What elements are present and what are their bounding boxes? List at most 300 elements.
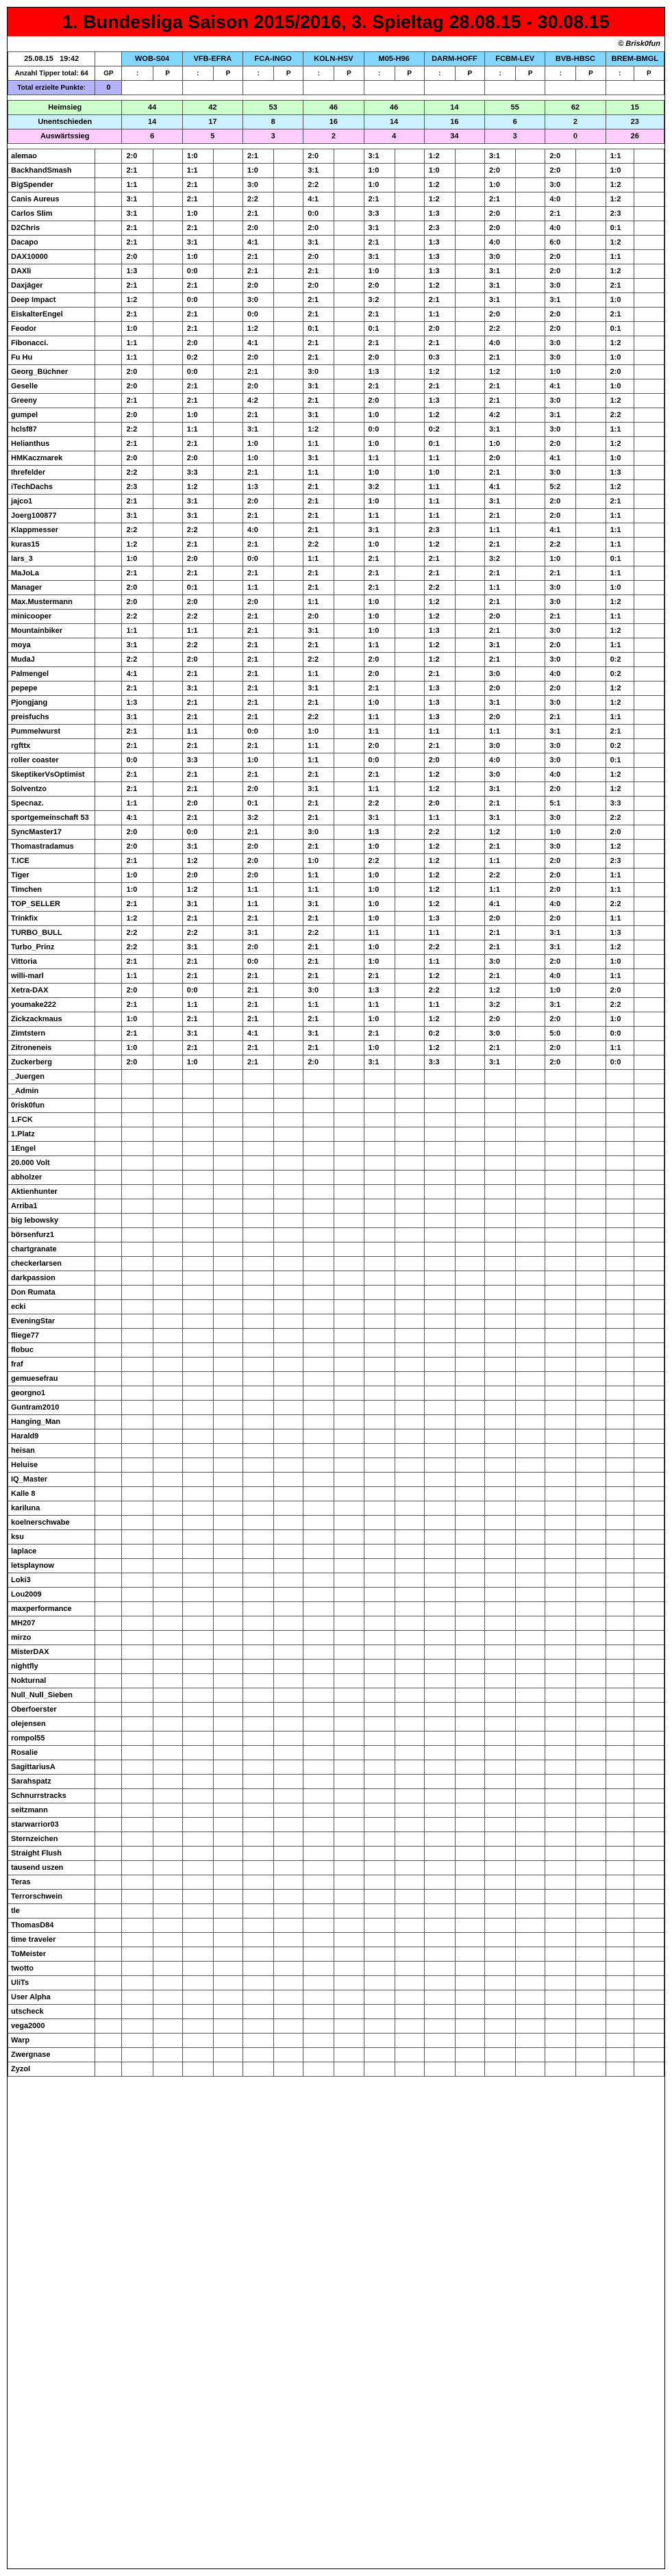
tipper-name: Fu Hu (8, 351, 95, 365)
tipp-points (153, 1257, 182, 1271)
tipp-value: 2:0 (243, 221, 274, 236)
tipp-points (634, 1271, 664, 1286)
tipp-points (334, 1545, 364, 1559)
tipp-points (334, 1918, 364, 1933)
tipp-points (395, 739, 424, 753)
tipp-value (424, 1199, 455, 1214)
tipp-value (243, 1300, 274, 1314)
tipp-value (303, 1401, 334, 1415)
tipp-value (364, 1588, 395, 1602)
tipp-value: 2:1 (364, 236, 395, 250)
tipp-value: 2:0 (606, 984, 634, 998)
tipper-name: Lou2009 (8, 1588, 95, 1602)
tipp-points (576, 1501, 606, 1516)
tipp-points (634, 1228, 664, 1242)
points-label-3: P (334, 66, 364, 81)
tipp-points (274, 969, 303, 984)
tipp-value (545, 1616, 576, 1631)
tipp-value: 2:2 (122, 926, 153, 940)
tipper-gp (95, 1127, 122, 1142)
unentschieden-count-4: 14 (364, 115, 424, 129)
heimsieg-count-4: 46 (364, 101, 424, 115)
tipp-points (213, 1012, 242, 1027)
tipp-points (576, 1847, 606, 1861)
tipp-points (153, 236, 182, 250)
tipp-points (274, 1530, 303, 1545)
tipp-points (213, 595, 242, 610)
tipp-points (576, 1818, 606, 1832)
tipp-value (243, 1847, 274, 1861)
table-row (8, 610, 664, 624)
tipp-value: 2:0 (545, 322, 576, 336)
tipp-points (516, 955, 545, 969)
tipp-points (334, 1573, 364, 1588)
tipp-points (455, 1616, 484, 1631)
tipp-points (153, 1415, 182, 1429)
tipp-value: 1:3 (606, 466, 634, 480)
tipper-name: Zyzol (8, 2062, 95, 2077)
tipp-points (455, 1703, 484, 1717)
tipp-points (516, 423, 545, 437)
tipper-gp (95, 1084, 122, 1099)
tipp-value: 2:1 (243, 912, 274, 926)
tipp-value (545, 1660, 576, 1674)
tipper-gp (95, 1703, 122, 1717)
tipp-value: 2:1 (303, 1012, 334, 1027)
tipp-value (303, 1099, 334, 1113)
tipp-value (485, 1429, 516, 1444)
tipp-points (395, 811, 424, 825)
tipp-value: 1:2 (424, 897, 455, 912)
tipper-gp (95, 480, 122, 495)
tipp-value: 1:1 (485, 523, 516, 538)
tipp-value (122, 1401, 153, 1415)
tipp-value (606, 1372, 634, 1386)
tipp-value (182, 1516, 213, 1530)
tipp-points (334, 178, 364, 192)
tipp-value (485, 1286, 516, 1300)
tipp-value (122, 1616, 153, 1631)
tipp-value (545, 1847, 576, 1861)
tipp-points (516, 1645, 545, 1660)
tipp-value (182, 1415, 213, 1429)
tipp-value: 3:1 (485, 638, 516, 653)
tipp-value: 2:0 (485, 221, 516, 236)
tipp-value (122, 2005, 153, 2019)
tipp-value (182, 1703, 213, 1717)
tipp-points (455, 2005, 484, 2019)
tipp-points (213, 1501, 242, 1516)
tipp-value: 1:1 (303, 667, 334, 681)
table-row (8, 739, 664, 753)
tipp-value (122, 1573, 153, 1588)
table-row (8, 1185, 664, 1199)
tipp-points (334, 1012, 364, 1027)
heimsieg-count-6: 55 (485, 101, 545, 115)
tipper-name: Don Rumata (8, 1286, 95, 1300)
tipp-points (274, 1372, 303, 1386)
tipp-value (545, 1731, 576, 1746)
tipp-value (243, 1171, 274, 1185)
tipp-value (303, 1142, 334, 1156)
tipp-value (606, 1516, 634, 1530)
tipp-points (576, 969, 606, 984)
tipp-value (364, 1545, 395, 1559)
tipp-points (274, 1703, 303, 1717)
tipp-points (153, 1933, 182, 1947)
tipp-points (634, 1660, 664, 1674)
tipp-points (455, 840, 484, 854)
tipp-points (395, 2005, 424, 2019)
tipp-value: 0:2 (424, 1027, 455, 1041)
tipp-value: 2:1 (243, 149, 274, 164)
tipp-value: 1:2 (606, 696, 634, 710)
tipp-points (634, 365, 664, 379)
tipp-value: 0:1 (606, 552, 634, 566)
tipp-points (153, 2034, 182, 2048)
tipp-value (364, 1832, 395, 1847)
table-row (8, 1171, 664, 1185)
tipp-value: 2:0 (485, 912, 516, 926)
tipp-points (516, 1329, 545, 1343)
tipp-points (334, 595, 364, 610)
tipp-value (303, 1660, 334, 1674)
tipp-value: 2:0 (545, 308, 576, 322)
tipp-value (424, 1242, 455, 1257)
tipp-value (303, 2005, 334, 2019)
tipp-value (606, 2005, 634, 2019)
tipp-points (213, 969, 242, 984)
tipp-points (634, 408, 664, 423)
tipp-value (122, 1746, 153, 1760)
tipp-points (576, 379, 606, 394)
match-code-1: VFB-EFRA (182, 52, 242, 66)
tipp-value: 1:0 (485, 178, 516, 192)
tipp-points (334, 739, 364, 753)
tipp-value: 2:0 (122, 408, 153, 423)
table-row (8, 1760, 664, 1775)
tipp-points (334, 423, 364, 437)
tipp-value (364, 1890, 395, 1904)
tipp-value: 1:0 (122, 552, 153, 566)
tipp-points (213, 322, 242, 336)
tipper-name: gemuesefrau (8, 1372, 95, 1386)
tipper-gp (95, 1545, 122, 1559)
tipp-value: 3:1 (545, 926, 576, 940)
tipp-value: 1:2 (606, 394, 634, 408)
tipp-value (485, 1300, 516, 1314)
tipp-value: 2:1 (122, 955, 153, 969)
tipper-name: SyncMaster17 (8, 825, 95, 840)
tipp-value: 1:1 (122, 624, 153, 638)
tipp-value: 2:1 (182, 379, 213, 394)
tipp-points (334, 437, 364, 451)
tipp-value (122, 1990, 153, 2005)
tipper-gp (95, 1214, 122, 1228)
tipp-points (455, 1401, 484, 1415)
tipp-points (213, 610, 242, 624)
tipp-points (395, 1660, 424, 1674)
tipp-points (213, 1473, 242, 1487)
tipp-value: 3:0 (303, 984, 334, 998)
tipp-points (576, 667, 606, 681)
tipp-points (516, 1760, 545, 1775)
tipp-points (576, 825, 606, 840)
tipp-points (213, 998, 242, 1012)
tipp-points (395, 1242, 424, 1257)
tipp-value (606, 1573, 634, 1588)
table-row (8, 566, 664, 581)
tipper-gp (95, 1242, 122, 1257)
tipper-gp (95, 667, 122, 681)
tipp-value (606, 1171, 634, 1185)
tipp-points (634, 1055, 664, 1070)
tipp-value: 1:1 (364, 782, 395, 797)
tipp-points (576, 811, 606, 825)
tipp-value (485, 1976, 516, 1990)
tipp-value: 0:1 (606, 322, 634, 336)
tipp-value (243, 1444, 274, 1458)
tipp-points (274, 1588, 303, 1602)
tipp-value (243, 1286, 274, 1300)
tipp-points (634, 638, 664, 653)
tipp-points (516, 1055, 545, 1070)
tipp-points (153, 1214, 182, 1228)
tipp-value (243, 1990, 274, 2005)
score-colon-6: : (485, 66, 516, 81)
tipper-rows (8, 149, 664, 2077)
tipp-points (516, 725, 545, 739)
tipp-value (303, 1473, 334, 1487)
tipp-value: 2:1 (243, 264, 274, 279)
tipp-points (576, 293, 606, 308)
table-row (8, 164, 664, 178)
tipp-points (395, 1314, 424, 1329)
tipp-points (334, 1372, 364, 1386)
tipp-points (213, 1127, 242, 1142)
tipper-gp (95, 1386, 122, 1401)
tipp-points (153, 1545, 182, 1559)
tipp-value: 2:0 (485, 207, 516, 221)
table-row (8, 1473, 664, 1487)
tipp-value (182, 1127, 213, 1142)
tipp-value: 2:0 (243, 351, 274, 365)
tipp-value (424, 1099, 455, 1113)
tipp-points (576, 451, 606, 466)
tipp-value: 2:1 (182, 811, 213, 825)
tipp-points (634, 753, 664, 768)
tipp-value: 3:1 (364, 149, 395, 164)
tipp-value: 3:1 (122, 207, 153, 221)
tipp-value (606, 1314, 634, 1329)
tipp-points (634, 667, 664, 681)
tipp-value (424, 1401, 455, 1415)
tipp-value: 1:2 (606, 624, 634, 638)
tipp-value (424, 1084, 455, 1099)
tipp-points (334, 883, 364, 897)
tipp-value: 3:1 (485, 782, 516, 797)
tipp-value (182, 1171, 213, 1185)
tipper-name: ThomasD84 (8, 1918, 95, 1933)
tipp-value (122, 1501, 153, 1516)
tipp-points (395, 451, 424, 466)
tipp-value: 1:0 (364, 164, 395, 178)
tipp-points (153, 1156, 182, 1171)
tipp-points (395, 638, 424, 653)
tipp-points (213, 1861, 242, 1875)
tipp-points (576, 998, 606, 1012)
tipp-value (303, 1185, 334, 1199)
tipp-points (516, 1731, 545, 1746)
tipp-points (334, 667, 364, 681)
tipp-points (395, 1372, 424, 1386)
tipp-value: 4:1 (243, 1027, 274, 1041)
tipp-value (122, 1372, 153, 1386)
tipp-value: 2:1 (364, 969, 395, 984)
tipp-value: 2:1 (243, 1041, 274, 1055)
tipp-value: 3:0 (545, 840, 576, 854)
tipp-value: 1:0 (364, 495, 395, 509)
tipp-value: 3:1 (303, 681, 334, 696)
tipp-points (634, 1731, 664, 1746)
tipp-points (395, 1990, 424, 2005)
tipp-value: 1:2 (424, 653, 455, 667)
table-row (8, 1358, 664, 1372)
tipp-value (122, 1875, 153, 1890)
total-blank-0 (122, 81, 182, 95)
tipp-value: 3:1 (182, 509, 213, 523)
tipper-name: Loki3 (8, 1573, 95, 1588)
tipp-points (274, 984, 303, 998)
tipp-points (153, 1516, 182, 1530)
tipp-value: 1:0 (364, 883, 395, 897)
tipp-points (576, 581, 606, 595)
tipp-points (395, 1257, 424, 1271)
tipp-value: 2:1 (182, 192, 213, 207)
tipper-name: 20.000 Volt (8, 1156, 95, 1171)
tipp-value (606, 1789, 634, 1803)
tipper-name: Deep Impact (8, 293, 95, 308)
tipp-points (213, 1703, 242, 1717)
tipp-points (395, 725, 424, 739)
tipp-value (243, 1789, 274, 1803)
tipp-points (455, 149, 484, 164)
tipper-name: hclsf87 (8, 423, 95, 437)
auswaertssieg-label: Auswärtssieg (8, 129, 122, 144)
tipper-name: Zwergnase (8, 2048, 95, 2062)
tipp-value: 2:2 (606, 811, 634, 825)
tipper-gp (95, 279, 122, 293)
tipp-points (634, 1070, 664, 1084)
tipp-points (153, 1142, 182, 1156)
tipper-gp (95, 1516, 122, 1530)
tipp-value: 1:2 (182, 480, 213, 495)
tipp-points (213, 2005, 242, 2019)
tipp-value: 2:0 (243, 495, 274, 509)
tipp-points (455, 1631, 484, 1645)
tipp-value: 1:0 (364, 610, 395, 624)
tipp-table (8, 51, 664, 2077)
tipp-points (213, 1099, 242, 1113)
tipp-points (213, 1401, 242, 1415)
table-row (8, 1271, 664, 1286)
tipp-value (545, 1501, 576, 1516)
tipp-value: 1:0 (122, 322, 153, 336)
tipp-points (455, 710, 484, 725)
tipp-value (424, 1947, 455, 1962)
tipp-value: 6:0 (545, 236, 576, 250)
tipp-value: 1:0 (364, 696, 395, 710)
tipp-points (274, 1329, 303, 1343)
tipp-points (576, 1516, 606, 1530)
tipp-value: 2:1 (182, 969, 213, 984)
tipp-value (122, 1530, 153, 1545)
tipp-value (364, 1645, 395, 1660)
tipp-value (122, 1688, 153, 1703)
tipper-name: ecki (8, 1300, 95, 1314)
tipp-value (545, 1358, 576, 1372)
score-colon-8: : (606, 66, 634, 81)
tipp-value (122, 1631, 153, 1645)
tipper-name: Rosalie (8, 1746, 95, 1760)
tipp-value (364, 2048, 395, 2062)
tipp-value (182, 1487, 213, 1501)
tipp-value (424, 1660, 455, 1674)
tipp-points (274, 782, 303, 797)
tipper-gp (95, 1055, 122, 1070)
tipp-points (153, 207, 182, 221)
tipp-points (516, 1415, 545, 1429)
tipp-points (213, 1803, 242, 1818)
score-colon-0: : (122, 66, 153, 81)
tipp-points (576, 1012, 606, 1027)
tipp-value (485, 1703, 516, 1717)
tipp-value (122, 1789, 153, 1803)
tipp-points (516, 1199, 545, 1214)
tipp-value (424, 1573, 455, 1588)
tipp-value (606, 1832, 634, 1847)
tipp-value (606, 1113, 634, 1127)
tipp-points (213, 840, 242, 854)
table-row (8, 825, 664, 840)
tipp-value: 1:3 (122, 264, 153, 279)
tipp-points (576, 1429, 606, 1444)
tipp-value (485, 1127, 516, 1142)
tipp-points (516, 1847, 545, 1861)
tipp-value: 1:0 (303, 725, 334, 739)
tipp-value: 2:1 (182, 667, 213, 681)
tipp-value (303, 1875, 334, 1890)
tipp-value (424, 1832, 455, 1847)
tipp-value: 2:1 (303, 581, 334, 595)
tipp-points (334, 1084, 364, 1099)
tipp-points (634, 1703, 664, 1717)
tipp-points (334, 1401, 364, 1415)
tipp-points (334, 681, 364, 696)
tipper-gp (95, 2048, 122, 2062)
tipp-points (274, 336, 303, 351)
tipp-points (395, 1401, 424, 1415)
tipper-gp (95, 1602, 122, 1616)
table-row (8, 552, 664, 566)
tipp-value (485, 1271, 516, 1286)
tipper-name: laplace (8, 1545, 95, 1559)
tipp-points (395, 667, 424, 681)
tipp-points (334, 509, 364, 523)
tipp-value: 2:0 (122, 365, 153, 379)
tipp-points (213, 940, 242, 955)
tipp-points (576, 1372, 606, 1386)
